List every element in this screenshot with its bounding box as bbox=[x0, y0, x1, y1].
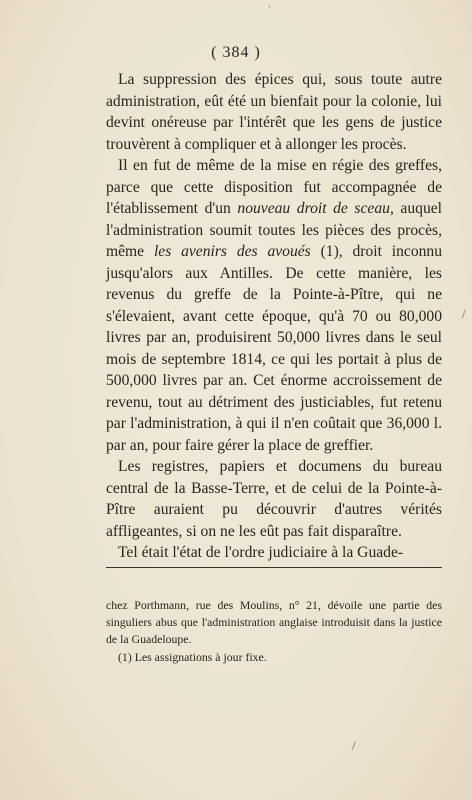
margin-mark-top: ’ bbox=[268, 4, 271, 13]
footnotes bbox=[106, 597, 442, 666]
paragraph-2 bbox=[106, 155, 442, 456]
footnote-1: (1) Les assignations à jour fixe. bbox=[118, 650, 267, 664]
text-run: Tel était l'état de l'ordre judiciaire à la Guade- bbox=[118, 544, 404, 561]
italic-phrase: les avenirs des avoués bbox=[153, 243, 311, 260]
paragraph-4 bbox=[106, 542, 442, 564]
text-run: Les registres, papiers et documens du bureau central de la Basse-Terre, et de celui de la Pointe-à-Pître auraient pu découvrir d'autres vérités affligeantes, si on ne les eût pas fait disparaître. bbox=[106, 458, 442, 540]
page-number: ( 384 ) bbox=[211, 44, 261, 61]
paragraph-1 bbox=[106, 69, 442, 155]
paragraph-3 bbox=[106, 456, 442, 542]
text-run: (1), droit inconnu jusqu'alors aux Antilles. De cette manière, les revenus du greffe de la Pointe-à-Pître, qui ne s'élevaient, avant cette époque, qu'à 70 ou 80,000 livres par an, produisirent 50,000 livres dans le seul mois de septembre 1814, ce qui les portait à plus de 500,000 livres par an. Cet énorme accroissement de revenu, tout au détriment des justiciables, fut retenu par l'administration, à qui il n'en coûtait que 36,000 l. par an, pour faire gérer la place de greffier. bbox=[106, 243, 443, 454]
italic-phrase: nouveau droit de sceau bbox=[237, 200, 390, 217]
body-text bbox=[106, 69, 442, 564]
footnote-divider bbox=[106, 567, 442, 568]
footnote-continuation: chez Porthmann, rue des Moulins, n° 21, dévoile une partie des singuliers abus que l'administration anglaise introduisit dans la justice de la Guadeloupe. bbox=[106, 598, 442, 646]
text-run: La suppression des épices qui, sous toute autre administration, eût été un bienfait pour la colonie, lui devint onéreuse par l'intérêt que les gens de justice trouvèrent à compliquer et à allonger les procès. bbox=[106, 71, 442, 153]
text-run: , auquel l'administration soumit toutes les pièces des procès, même bbox=[106, 200, 443, 260]
margin-mark-right: / bbox=[462, 306, 466, 321]
margin-mark-bottom: / bbox=[352, 738, 356, 753]
text-run: Il en fut de même de la mise en régie des greffes, parce que cette disposition fut accompagnée de l'établissement d'un bbox=[106, 157, 442, 217]
